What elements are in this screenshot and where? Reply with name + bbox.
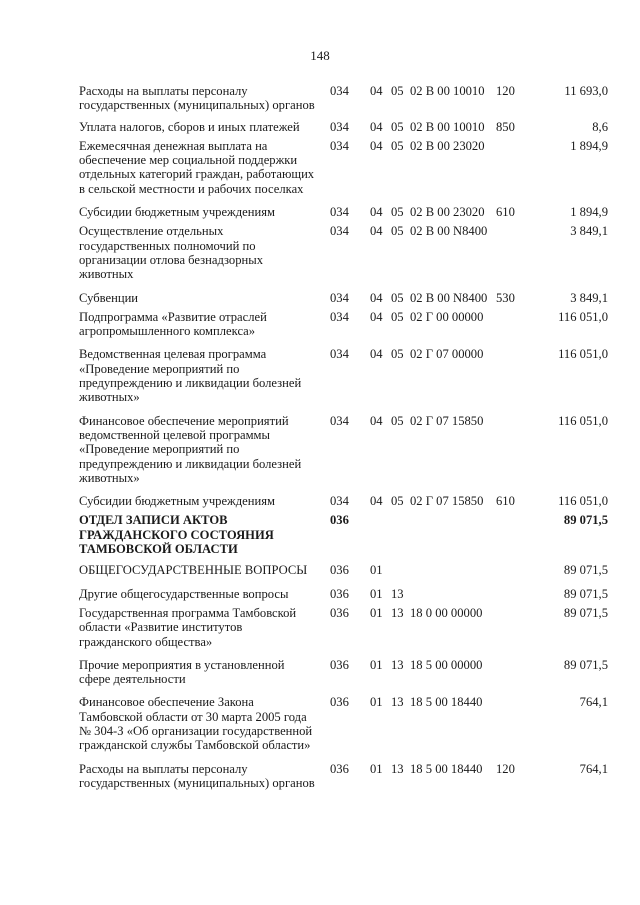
row-pr: 13	[391, 761, 404, 776]
table-row	[79, 84, 608, 113]
row-pr: 05	[391, 119, 404, 134]
row-rz: 01	[370, 563, 383, 578]
row-sum: 8,6	[592, 119, 608, 134]
row-sum: 116 051,0	[558, 413, 608, 428]
row-sum: 116 051,0	[558, 309, 608, 324]
row-csr: 02 Г 07 15850	[410, 494, 484, 509]
row-vr: 610	[496, 205, 515, 220]
row-rz: 04	[370, 347, 383, 362]
row-rz: 01	[370, 605, 383, 620]
row-vr: 850	[496, 119, 515, 134]
budget-table	[79, 84, 608, 790]
row-ved: 036	[330, 563, 349, 578]
row-sum: 11 693,0	[564, 84, 608, 98]
row-pr: 13	[391, 695, 404, 710]
row-vr: 610	[496, 494, 515, 509]
row-name: Финансовое обеспечение Закона Тамбовской области от 30 марта 2005 года № 304-З «Об организации государственной гражданской службы Тамбовской области»	[79, 695, 313, 753]
row-name: Подпрограмма «Развитие отраслей агропромышленного комплекса»	[79, 309, 267, 339]
row-csr: 02 В 00 N8400	[410, 290, 488, 305]
table-row	[79, 139, 608, 196]
row-ved: 034	[330, 494, 349, 509]
row-pr: 05	[391, 290, 404, 305]
row-sum: 764,1	[579, 761, 608, 776]
row-name: Субвенции	[79, 290, 139, 305]
row-sum: 89 071,5	[563, 586, 608, 601]
row-pr: 05	[391, 205, 404, 220]
row-pr: 13	[391, 586, 404, 601]
table-row	[79, 291, 608, 305]
row-name: Прочие мероприятия в установленной сфере деятельности	[79, 657, 285, 687]
row-name: Уплата налогов, сборов и иных платежей	[79, 119, 300, 134]
row-ved: 036	[330, 513, 349, 528]
row-sum: 89 071,5	[563, 657, 608, 672]
table-row	[79, 695, 608, 752]
row-pr: 05	[391, 309, 404, 324]
row-rz: 04	[370, 84, 383, 98]
row-name: ОБЩЕГОСУДАРСТВЕННЫЕ ВОПРОСЫ	[79, 563, 308, 578]
row-vr: 120	[496, 84, 515, 98]
table-row	[79, 414, 608, 485]
row-csr: 02 В 00 23020	[410, 138, 485, 153]
row-csr: 18 0 00 00000	[410, 605, 483, 620]
row-rz: 04	[370, 119, 383, 134]
row-rz: 04	[370, 290, 383, 305]
row-rz: 04	[370, 413, 383, 428]
row-ved: 036	[330, 695, 349, 710]
row-rz: 01	[370, 761, 383, 776]
row-ved: 034	[330, 224, 349, 239]
table-row	[79, 587, 608, 601]
row-sum: 89 071,5	[563, 605, 608, 620]
row-ved: 034	[330, 290, 349, 305]
table-row-section	[79, 513, 608, 556]
row-name: Государственная программа Тамбовской области «Развитие институтов гражданского общества»	[79, 605, 297, 649]
row-ved: 034	[330, 138, 349, 153]
row-pr: 05	[391, 413, 404, 428]
row-sum: 89 071,5	[563, 563, 608, 578]
row-vr: 120	[496, 761, 515, 776]
row-name: Осуществление отдельных государственных полномочий по организации отлова безнадзорных животных	[79, 224, 264, 282]
row-sum: 1 894,9	[570, 138, 608, 153]
row-csr: 02 Г 00 00000	[410, 309, 484, 324]
row-name: Другие общегосударственные вопросы	[79, 586, 289, 601]
row-pr: 05	[391, 347, 404, 362]
row-ved: 034	[330, 413, 349, 428]
row-csr: 02 В 00 23020	[410, 205, 485, 220]
row-rz: 04	[370, 494, 383, 509]
table-row	[79, 205, 608, 219]
table-row	[79, 310, 608, 339]
row-rz: 04	[370, 309, 383, 324]
row-sum: 116 051,0	[558, 347, 608, 362]
row-sum: 1 894,9	[570, 205, 608, 220]
row-name: Финансовое обеспечение мероприятий ведомственной целевой программы «Проведение мероприятий по предупреждению и ликвидации болезней животных»	[79, 413, 302, 485]
row-sum: 3 849,1	[570, 224, 608, 239]
table-row	[79, 224, 608, 281]
row-ved: 034	[330, 84, 349, 98]
row-pr: 05	[391, 224, 404, 239]
row-name: Субсидии бюджетным учреждениям	[79, 205, 275, 220]
row-pr: 13	[391, 605, 404, 620]
table-row	[79, 494, 608, 508]
table-row	[79, 606, 608, 649]
row-csr: 02 Г 07 15850	[410, 413, 484, 428]
row-csr: 18 5 00 00000	[410, 657, 483, 672]
row-rz: 01	[370, 657, 383, 672]
row-csr: 02 В 00 10010	[410, 84, 485, 98]
row-ved: 034	[330, 309, 349, 324]
row-csr: 02 Г 07 00000	[410, 347, 484, 362]
row-name: Ежемесячная денежная выплата на обеспечение мер социальной поддержки отдельных категорий граждан, работающих в сельской местности и рабочих поселках	[79, 138, 315, 196]
row-csr: 02 В 00 N8400	[410, 224, 488, 239]
row-ved: 034	[330, 119, 349, 134]
row-ved: 036	[330, 586, 349, 601]
row-ved: 036	[330, 605, 349, 620]
row-ved: 034	[330, 347, 349, 362]
row-ved: 034	[330, 205, 349, 220]
row-name: ОТДЕЛ ЗАПИСИ АКТОВ ГРАЖДАНСКОГО СОСТОЯНИЯ ТАМБОВСКОЙ ОБЛАСТИ	[79, 513, 274, 557]
table-row	[79, 120, 608, 134]
row-rz: 04	[370, 205, 383, 220]
table-row	[79, 658, 608, 687]
row-sum: 3 849,1	[570, 290, 608, 305]
row-rz: 01	[370, 586, 383, 601]
row-csr: 02 В 00 10010	[410, 119, 485, 134]
table-row	[79, 762, 608, 791]
table-row	[79, 563, 608, 577]
page-number: 148	[310, 48, 330, 63]
row-rz: 01	[370, 695, 383, 710]
row-sum: 116 051,0	[558, 494, 608, 509]
row-name: Субсидии бюджетным учреждениям	[79, 494, 275, 509]
row-name: Расходы на выплаты персоналу государственных (муниципальных) органов	[79, 84, 315, 113]
row-name: Расходы на выплаты персоналу государственных (муниципальных) органов	[79, 761, 315, 790]
row-name: Ведомственная целевая программа «Проведение мероприятий по предупреждению и ликвидации болезней животных»	[79, 347, 302, 405]
table-row	[79, 347, 608, 404]
row-pr: 05	[391, 138, 404, 153]
row-rz: 04	[370, 138, 383, 153]
row-csr: 18 5 00 18440	[410, 695, 483, 710]
row-pr: 13	[391, 657, 404, 672]
row-pr: 05	[391, 494, 404, 509]
row-csr: 18 5 00 18440	[410, 761, 483, 776]
row-ved: 036	[330, 761, 349, 776]
row-ved: 036	[330, 657, 349, 672]
row-vr: 530	[496, 290, 515, 305]
row-pr: 05	[391, 84, 404, 98]
row-sum: 764,1	[579, 695, 608, 710]
row-rz: 04	[370, 224, 383, 239]
row-sum: 89 071,5	[563, 513, 608, 528]
